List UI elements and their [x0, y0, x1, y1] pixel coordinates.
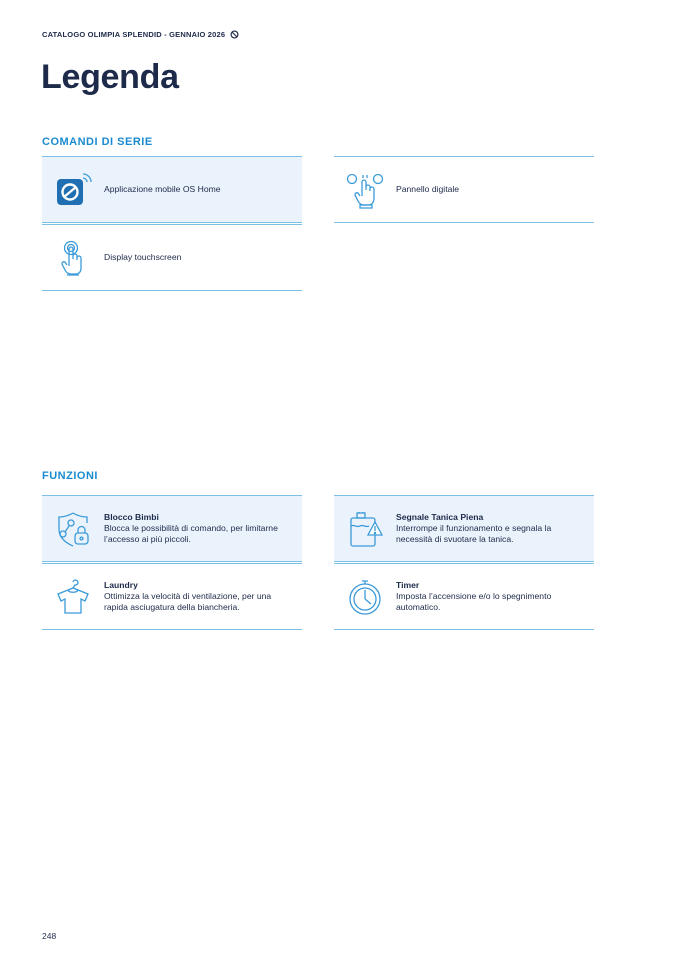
- legend-item-digital-panel: [334, 156, 594, 223]
- section-title-funzioni: FUNZIONI: [42, 470, 98, 482]
- hand-digital-panel-icon: [345, 170, 385, 210]
- legend-name-laundry: Laundry: [104, 580, 138, 590]
- legend-name-child-lock: Blocco Bimbi: [104, 512, 159, 522]
- legend-label-digital-panel: Pannello digitale: [396, 184, 460, 194]
- legend-desc-laundry: Ottimizza la velocità di ventilazione, per una rapida asciugatura della biancheria.: [104, 591, 272, 612]
- catalog-header: [42, 30, 239, 39]
- legend-item-tank-full: [334, 495, 594, 562]
- legend-desc-child-lock: Blocca le possibilità di comando, per limitarne l’accesso ai più piccoli.: [104, 523, 278, 544]
- legend-name-timer: Timer: [396, 580, 420, 590]
- laundry-icon: [53, 577, 93, 617]
- legend-item-child-lock: [42, 495, 302, 562]
- section-title-comandi: COMANDI DI SERIE: [42, 136, 153, 148]
- legend-label-touch: Display touchscreen: [104, 252, 182, 262]
- catalog-header-text: CATALOGO OLIMPIA SPLENDID - GENNAIO 2026: [42, 30, 226, 39]
- legend-item-app: [42, 156, 302, 223]
- legend-label-app: Applicazione mobile OS Home: [104, 184, 221, 194]
- page-number: 248: [42, 931, 57, 941]
- legend-item-touch: [42, 224, 302, 291]
- legend-desc-timer: Imposta l’accensione e/o lo spegnimento automatico.: [396, 591, 552, 612]
- legend-name-tank-full: Segnale Tanica Piena: [396, 512, 484, 522]
- child-lock-icon: [53, 509, 93, 549]
- olimpia-logo-icon: [230, 30, 239, 39]
- timer-icon: [345, 577, 385, 617]
- legend-item-timer: [334, 563, 594, 630]
- legend-item-laundry: [42, 563, 302, 630]
- page-title: Legenda: [41, 58, 179, 96]
- app-icon: [53, 170, 93, 210]
- tank-full-icon: [345, 509, 385, 549]
- touch-icon: [53, 238, 93, 278]
- legend-desc-tank-full: Interrompe il funzionamento e segnala la necessità di svuotare la tanica.: [396, 523, 552, 544]
